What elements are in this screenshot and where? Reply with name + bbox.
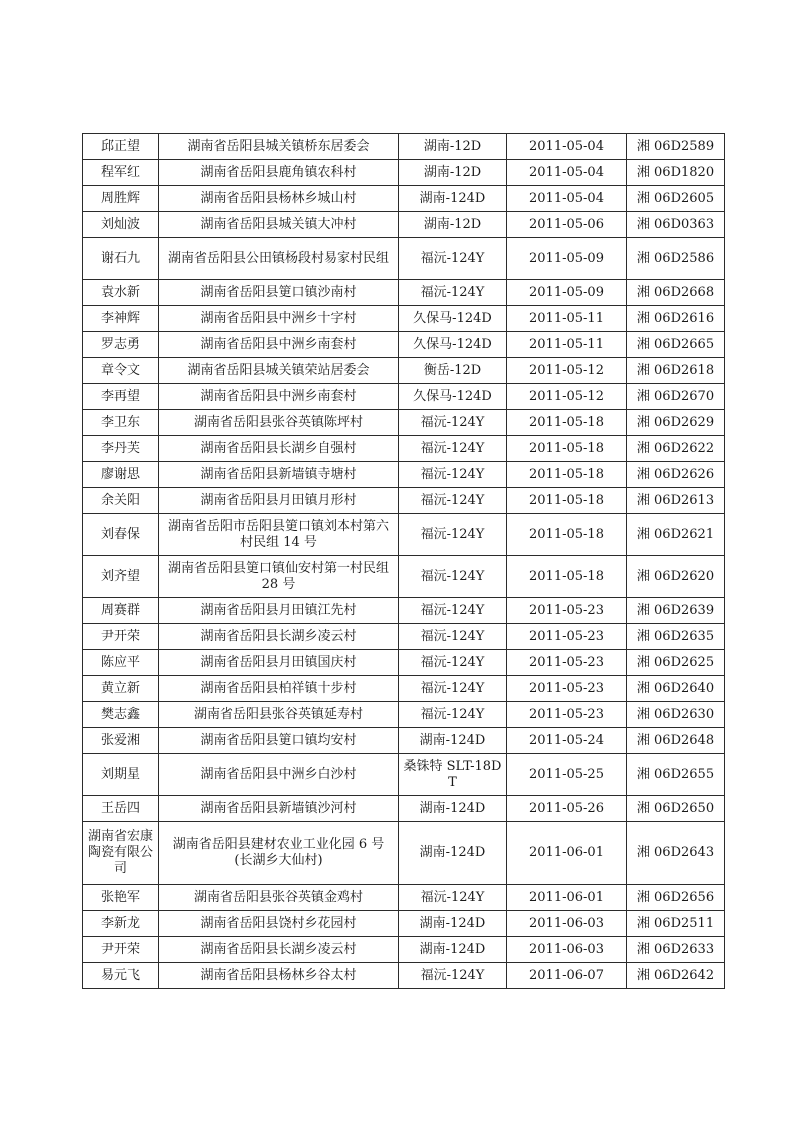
machine-model-cell: 衡岳-12D <box>399 358 507 384</box>
owner-name-cell: 罗志勇 <box>83 332 159 358</box>
machine-model-cell: 湖南-12D <box>399 160 507 186</box>
date-cell: 2011-05-11 <box>507 332 627 358</box>
plate-number-cell: 湘 06D2640 <box>627 676 725 702</box>
address-cell: 湖南省岳阳县长湖乡自强村 <box>159 436 399 462</box>
machine-model-cell: 福沅-124Y <box>399 238 507 280</box>
table-row <box>83 358 725 384</box>
table-row <box>83 650 725 676</box>
plate-number-cell: 湘 06D2625 <box>627 650 725 676</box>
machine-model-cell: 福沅-124Y <box>399 676 507 702</box>
date-cell: 2011-05-12 <box>507 384 627 410</box>
address-cell: 湖南省岳阳县新墙镇沙河村 <box>159 796 399 822</box>
table-row <box>83 702 725 728</box>
date-cell: 2011-05-18 <box>507 462 627 488</box>
registration-table <box>82 133 725 989</box>
table-row <box>83 134 725 160</box>
machine-model-cell: 福沅-124Y <box>399 462 507 488</box>
address-cell: 湖南省岳阳县中洲乡十字村 <box>159 306 399 332</box>
machine-model-cell: 湖南-12D <box>399 212 507 238</box>
address-cell: 湖南省岳阳县月田镇月形村 <box>159 488 399 514</box>
date-cell: 2011-05-12 <box>507 358 627 384</box>
machine-model-cell: 福沅-124Y <box>399 885 507 911</box>
plate-number-cell: 湘 06D2618 <box>627 358 725 384</box>
owner-name-cell: 刘齐望 <box>83 556 159 598</box>
date-cell: 2011-06-03 <box>507 937 627 963</box>
plate-number-cell: 湘 06D2668 <box>627 280 725 306</box>
machine-model-cell: 湖南-124D <box>399 937 507 963</box>
table-row <box>83 937 725 963</box>
owner-name-cell: 袁水新 <box>83 280 159 306</box>
machine-model-cell: 福沅-124Y <box>399 410 507 436</box>
owner-name-cell: 邱正望 <box>83 134 159 160</box>
machine-model-cell: 湖南-124D <box>399 822 507 885</box>
plate-number-cell: 湘 06D2613 <box>627 488 725 514</box>
machine-model-cell: 湖南-124D <box>399 186 507 212</box>
date-cell: 2011-06-07 <box>507 963 627 989</box>
owner-name-cell: 余关阳 <box>83 488 159 514</box>
table-row <box>83 488 725 514</box>
machine-model-cell: 福沅-124Y <box>399 436 507 462</box>
address-cell: 湖南省岳阳县中洲乡白沙村 <box>159 754 399 796</box>
table-row <box>83 885 725 911</box>
owner-name-cell: 陈应平 <box>83 650 159 676</box>
plate-number-cell: 湘 06D2630 <box>627 702 725 728</box>
table-body <box>83 134 725 989</box>
owner-name-cell: 程军红 <box>83 160 159 186</box>
owner-name-cell: 章令文 <box>83 358 159 384</box>
owner-name-cell: 谢石九 <box>83 238 159 280</box>
table-row <box>83 462 725 488</box>
plate-number-cell: 湘 06D2639 <box>627 598 725 624</box>
machine-model-cell: 湖南-124D <box>399 911 507 937</box>
date-cell: 2011-05-23 <box>507 676 627 702</box>
owner-name-cell: 廖谢思 <box>83 462 159 488</box>
plate-number-cell: 湘 06D2656 <box>627 885 725 911</box>
address-cell: 湖南省岳阳县筻口镇仙安村第一村民组 28 号 <box>159 556 399 598</box>
owner-name-cell: 张艳军 <box>83 885 159 911</box>
plate-number-cell: 湘 06D2622 <box>627 436 725 462</box>
address-cell: 湖南省岳阳县饶村乡花园村 <box>159 911 399 937</box>
machine-model-cell: 久保马-124D <box>399 384 507 410</box>
date-cell: 2011-05-23 <box>507 624 627 650</box>
owner-name-cell: 李卫东 <box>83 410 159 436</box>
owner-name-cell: 樊志鑫 <box>83 702 159 728</box>
date-cell: 2011-06-01 <box>507 885 627 911</box>
table-row <box>83 160 725 186</box>
plate-number-cell: 湘 06D1820 <box>627 160 725 186</box>
owner-name-cell: 李丹芙 <box>83 436 159 462</box>
owner-name-cell: 刘春保 <box>83 514 159 556</box>
plate-number-cell: 湘 06D2635 <box>627 624 725 650</box>
address-cell: 湖南省岳阳县城关镇荣站居委会 <box>159 358 399 384</box>
date-cell: 2011-05-18 <box>507 488 627 514</box>
table-row <box>83 796 725 822</box>
date-cell: 2011-05-23 <box>507 598 627 624</box>
machine-model-cell: 福沅-124Y <box>399 514 507 556</box>
address-cell: 湖南省岳阳县杨林乡谷太村 <box>159 963 399 989</box>
owner-name-cell: 周胜辉 <box>83 186 159 212</box>
address-cell: 湖南省岳阳县中洲乡南套村 <box>159 384 399 410</box>
owner-name-cell: 张爱湘 <box>83 728 159 754</box>
table-row <box>83 624 725 650</box>
table-row <box>83 306 725 332</box>
plate-number-cell: 湘 06D2648 <box>627 728 725 754</box>
owner-name-cell: 刘灿波 <box>83 212 159 238</box>
date-cell: 2011-05-11 <box>507 306 627 332</box>
address-cell: 湖南省岳阳县张谷英镇延寿村 <box>159 702 399 728</box>
machine-model-cell: 福沅-124Y <box>399 702 507 728</box>
machine-model-cell: 福沅-124Y <box>399 488 507 514</box>
plate-number-cell: 湘 06D2620 <box>627 556 725 598</box>
table-row <box>83 911 725 937</box>
date-cell: 2011-05-18 <box>507 514 627 556</box>
date-cell: 2011-05-06 <box>507 212 627 238</box>
table-row <box>83 598 725 624</box>
address-cell: 湖南省岳阳县新墙镇寺塘村 <box>159 462 399 488</box>
date-cell: 2011-06-03 <box>507 911 627 937</box>
table-row <box>83 436 725 462</box>
owner-name-cell: 李新龙 <box>83 911 159 937</box>
plate-number-cell: 湘 06D2586 <box>627 238 725 280</box>
address-cell: 湖南省岳阳县张谷英镇金鸡村 <box>159 885 399 911</box>
table-row <box>83 556 725 598</box>
machine-model-cell: 久保马-124D <box>399 306 507 332</box>
address-cell: 湖南省岳阳县城关镇桥东居委会 <box>159 134 399 160</box>
plate-number-cell: 湘 06D0363 <box>627 212 725 238</box>
date-cell: 2011-05-18 <box>507 436 627 462</box>
plate-number-cell: 湘 06D2616 <box>627 306 725 332</box>
table-row <box>83 332 725 358</box>
plate-number-cell: 湘 06D2642 <box>627 963 725 989</box>
plate-number-cell: 湘 06D2589 <box>627 134 725 160</box>
owner-name-cell: 尹开荣 <box>83 937 159 963</box>
machine-model-cell: 福沅-124Y <box>399 556 507 598</box>
table-row <box>83 186 725 212</box>
plate-number-cell: 湘 06D2643 <box>627 822 725 885</box>
date-cell: 2011-05-25 <box>507 754 627 796</box>
table-row <box>83 754 725 796</box>
plate-number-cell: 湘 06D2650 <box>627 796 725 822</box>
date-cell: 2011-05-23 <box>507 702 627 728</box>
date-cell: 2011-06-01 <box>507 822 627 885</box>
plate-number-cell: 湘 06D2621 <box>627 514 725 556</box>
address-cell: 湖南省岳阳县月田镇江先村 <box>159 598 399 624</box>
table-row <box>83 384 725 410</box>
address-cell: 湖南省岳阳县月田镇国庆村 <box>159 650 399 676</box>
plate-number-cell: 湘 06D2629 <box>627 410 725 436</box>
address-cell: 湖南省岳阳县城关镇大冲村 <box>159 212 399 238</box>
date-cell: 2011-05-09 <box>507 238 627 280</box>
table-row <box>83 728 725 754</box>
owner-name-cell: 易元飞 <box>83 963 159 989</box>
machine-model-cell: 福沅-124Y <box>399 598 507 624</box>
plate-number-cell: 湘 06D2655 <box>627 754 725 796</box>
plate-number-cell: 湘 06D2626 <box>627 462 725 488</box>
plate-number-cell: 湘 06D2665 <box>627 332 725 358</box>
machine-model-cell: 桑铢特 SLT-18DT <box>399 754 507 796</box>
address-cell: 湖南省岳阳市岳阳县筻口镇刘本村第六村民组 14 号 <box>159 514 399 556</box>
plate-number-cell: 湘 06D2670 <box>627 384 725 410</box>
table-row <box>83 280 725 306</box>
address-cell: 湖南省岳阳县公田镇杨段村易家村民组 <box>159 238 399 280</box>
table-row <box>83 212 725 238</box>
date-cell: 2011-05-18 <box>507 556 627 598</box>
table-row <box>83 238 725 280</box>
address-cell: 湖南省岳阳县鹿角镇农科村 <box>159 160 399 186</box>
owner-name-cell: 尹开荣 <box>83 624 159 650</box>
address-cell: 湖南省岳阳县张谷英镇陈坪村 <box>159 410 399 436</box>
address-cell: 湖南省岳阳县长湖乡凌云村 <box>159 937 399 963</box>
table-row <box>83 514 725 556</box>
machine-model-cell: 福沅-124Y <box>399 280 507 306</box>
owner-name-cell: 刘期星 <box>83 754 159 796</box>
address-cell: 湖南省岳阳县杨林乡城山村 <box>159 186 399 212</box>
table-row <box>83 963 725 989</box>
plate-number-cell: 湘 06D2633 <box>627 937 725 963</box>
date-cell: 2011-05-04 <box>507 134 627 160</box>
machine-model-cell: 湖南-124D <box>399 796 507 822</box>
date-cell: 2011-05-18 <box>507 410 627 436</box>
date-cell: 2011-05-09 <box>507 280 627 306</box>
date-cell: 2011-05-04 <box>507 160 627 186</box>
machine-model-cell: 久保马-124D <box>399 332 507 358</box>
owner-name-cell: 李神辉 <box>83 306 159 332</box>
address-cell: 湖南省岳阳县筻口镇均安村 <box>159 728 399 754</box>
owner-name-cell: 湖南省宏康陶瓷有限公司 <box>83 822 159 885</box>
machine-model-cell: 福沅-124Y <box>399 650 507 676</box>
date-cell: 2011-05-24 <box>507 728 627 754</box>
table-row <box>83 676 725 702</box>
machine-model-cell: 福沅-124Y <box>399 963 507 989</box>
machine-model-cell: 湖南-124D <box>399 728 507 754</box>
plate-number-cell: 湘 06D2605 <box>627 186 725 212</box>
date-cell: 2011-05-23 <box>507 650 627 676</box>
owner-name-cell: 王岳四 <box>83 796 159 822</box>
owner-name-cell: 周赛群 <box>83 598 159 624</box>
date-cell: 2011-05-26 <box>507 796 627 822</box>
date-cell: 2011-05-04 <box>507 186 627 212</box>
plate-number-cell: 湘 06D2511 <box>627 911 725 937</box>
machine-model-cell: 福沅-124Y <box>399 624 507 650</box>
address-cell: 湖南省岳阳县长湖乡凌云村 <box>159 624 399 650</box>
address-cell: 湖南省岳阳县建材农业工业化园 6 号(长湖乡大仙村) <box>159 822 399 885</box>
address-cell: 湖南省岳阳县筻口镇沙南村 <box>159 280 399 306</box>
address-cell: 湖南省岳阳县柏祥镇十步村 <box>159 676 399 702</box>
owner-name-cell: 李再望 <box>83 384 159 410</box>
machine-model-cell: 湖南-12D <box>399 134 507 160</box>
owner-name-cell: 黄立新 <box>83 676 159 702</box>
table-row <box>83 822 725 885</box>
table-row <box>83 410 725 436</box>
address-cell: 湖南省岳阳县中洲乡南套村 <box>159 332 399 358</box>
